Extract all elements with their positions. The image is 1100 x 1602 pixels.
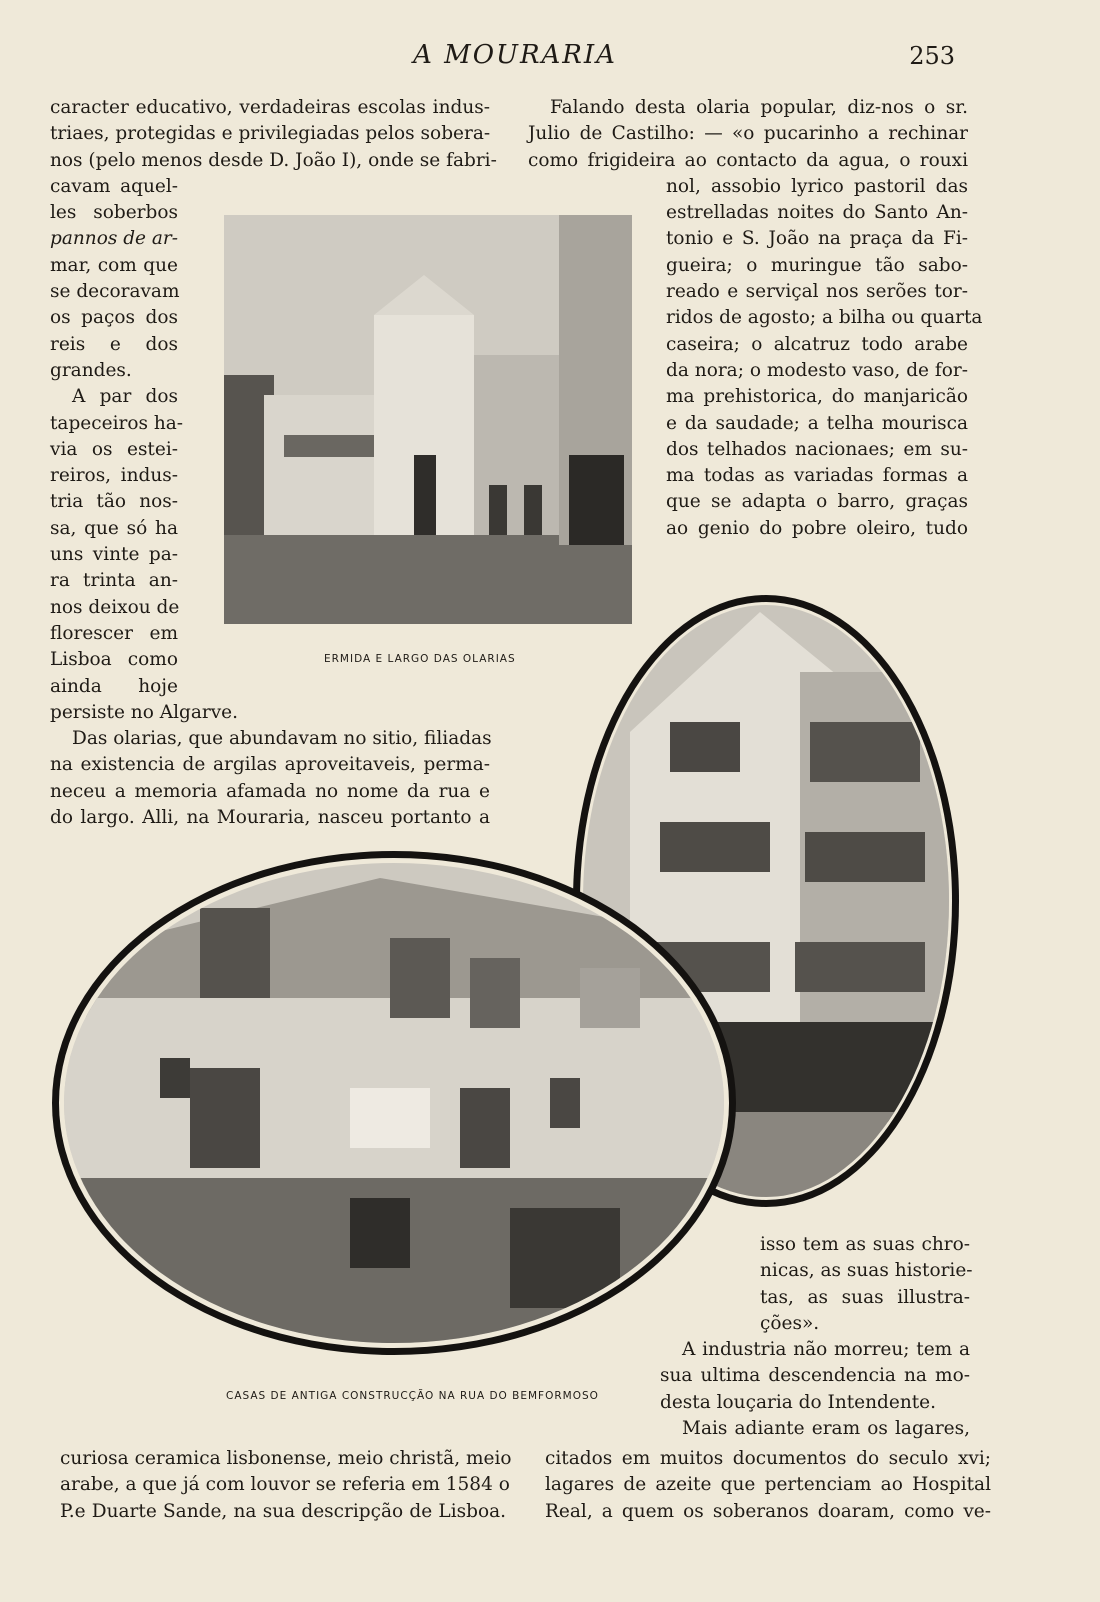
text-line: na existencia de argilas aproveitaveis, perma-: [50, 754, 490, 776]
text-line: persiste no Algarve.: [50, 701, 239, 723]
text-line: Mais adiante eram os lagares,: [682, 1418, 970, 1440]
text-line: que se adapta o barro, graças: [666, 491, 968, 513]
text-line: Das olarias, que abundavam no sitio, filiadas: [72, 728, 492, 750]
text-line: triaes, protegidas e privilegiadas pelos sobera-: [50, 123, 491, 145]
text-line: arabe, a que já com louvor se referia em 1584 o: [60, 1474, 510, 1496]
text-line: A industria não morreu; tem a: [682, 1339, 970, 1361]
text-line: como frigideira ao contacto da agua, o rouxi: [528, 149, 968, 171]
text-line: reis e dos: [50, 333, 178, 355]
text-line: les soberbos: [50, 202, 178, 224]
text-line: cavam aquel-: [50, 175, 178, 197]
photo-ermida-largo-olarias: [224, 215, 632, 624]
caption-photo1: ERMIDA E LARGO DAS OLARIAS: [324, 653, 516, 665]
text-line: os paços dos: [50, 307, 178, 329]
text-line: Real, a quem os soberanos doaram, como ve-: [545, 1500, 991, 1522]
text-line: Falando desta olaria popular, diz-nos o sr.: [550, 97, 968, 118]
text-line: ainda hoje: [50, 675, 178, 697]
text-line: nos deixou de: [50, 596, 180, 618]
photo-casas-rua-bemformoso: [50, 848, 738, 1358]
text-line: reiros, indus-: [50, 465, 178, 487]
text-line: do largo. Alli, na Mouraria, nasceu portanto a: [50, 807, 490, 829]
text-line: ra trinta an-: [50, 570, 178, 592]
text-line: ma todas as variadas formas a: [666, 465, 968, 487]
text-line: e da saudade; a telha mourisca: [666, 412, 968, 434]
text-line: Lisboa como: [50, 649, 178, 671]
text-line: curiosa ceramica lisbonense, meio christã, meio: [60, 1448, 512, 1469]
text-line: nicas, as suas historie-: [760, 1260, 973, 1282]
text-line: tria tão nos-: [50, 491, 178, 513]
text-line: se decoravam: [50, 281, 180, 303]
text-line: citados em muitos documentos do seculo xvi;: [545, 1448, 991, 1469]
caption-photo3: CASAS DE ANTIGA CONSTRUCÇÃO NA RUA DO BEMFORMOSO: [226, 1390, 599, 1402]
text-line: ridos de agosto; a bilha ou quarta: [666, 307, 983, 329]
text-line: grandes.: [50, 359, 132, 381]
text-line: desta louçaria do Intendente.: [660, 1391, 937, 1413]
text-line: ma prehistorica, do manjaricão: [666, 386, 968, 408]
left-column-bottom-text: [60, 1446, 512, 1525]
text-line: isso tem as suas chro-: [760, 1234, 970, 1255]
text-line: florescer em: [50, 622, 178, 644]
right-column-middle-text: [660, 1232, 973, 1442]
text-line: estrelladas noites do Santo An-: [666, 202, 968, 224]
text-line: via os estei-: [50, 438, 178, 460]
text-line: tonio e S. João na praça da Fi-: [666, 228, 968, 250]
text-line: ao genio do pobre oleiro, tudo: [666, 517, 968, 539]
text-line: pannos de ar-: [50, 228, 179, 250]
text-line: caracter educativo, verdadeiras escolas indus-: [50, 97, 490, 118]
text-line: tas, as suas illustra-: [760, 1286, 970, 1308]
text-line: sa, que só ha: [50, 517, 178, 539]
text-line: Julio de Castilho: — «o pucarinho a rechinar: [528, 123, 968, 145]
right-column-bottom-text: [545, 1446, 991, 1525]
text-line: da nora; o modesto vaso, de for-: [666, 359, 968, 381]
text-line: uns vinte pa-: [50, 544, 178, 566]
running-title: A MOURARIA: [413, 40, 617, 70]
text-line: gueira; o muringue tão sabo-: [666, 254, 968, 276]
text-line: dos telhados nacionaes; em su-: [666, 438, 968, 460]
text-line: P.e Duarte Sande, na sua descripção de Lisboa.: [60, 1500, 506, 1522]
text-line: nol, assobio lyrico pastoril das: [666, 175, 968, 197]
text-line: lagares de azeite que pertenciam ao Hospital: [545, 1474, 991, 1496]
text-line: sua ultima descendencia na mo-: [660, 1365, 970, 1387]
text-line: ções».: [760, 1312, 820, 1334]
text-line: neceu a memoria afamada no nome da rua e: [50, 780, 490, 802]
text-line: nos (pelo menos desde D. João I), onde se fabri-: [50, 149, 497, 171]
text-line: mar, com que: [50, 254, 178, 276]
page-number: 253: [909, 42, 955, 70]
text-line: tapeceiros ha-: [50, 412, 184, 434]
text-line: caseira; o alcatruz todo arabe: [666, 333, 968, 355]
text-line: reado e serviçal nos serões tor-: [666, 281, 968, 303]
text-line: A par dos: [72, 386, 178, 408]
